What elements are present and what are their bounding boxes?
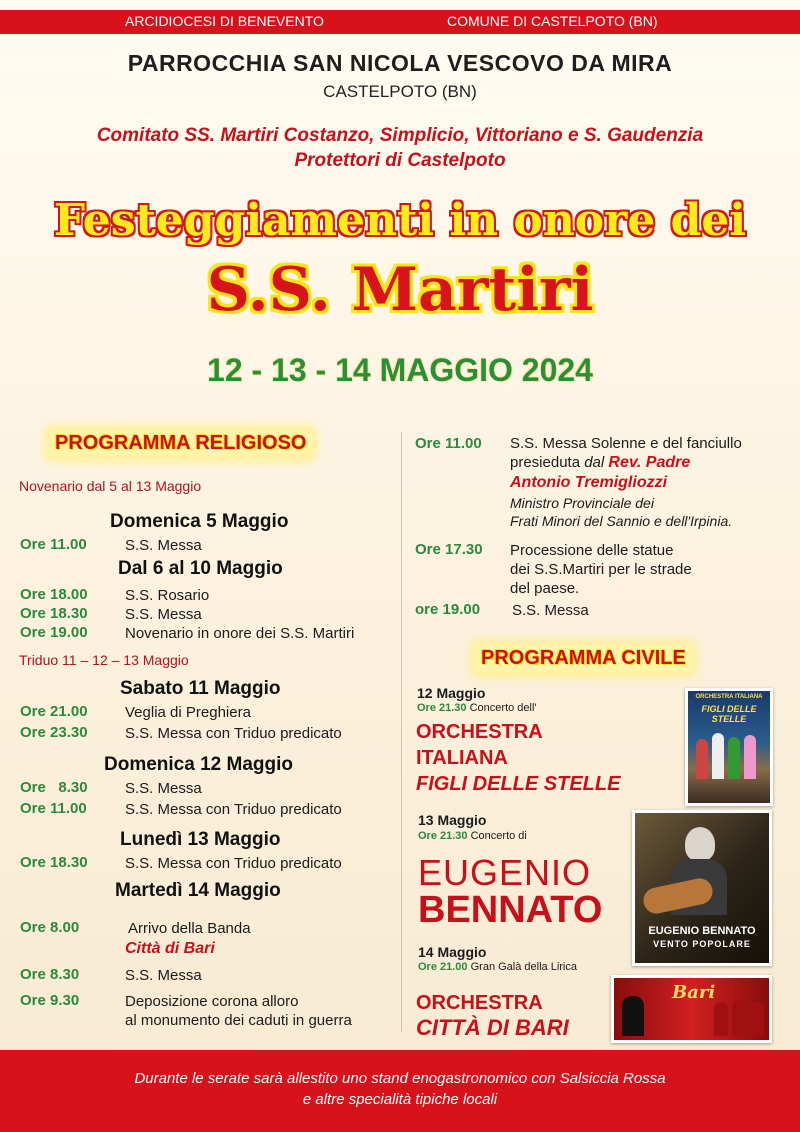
photo-eugenio-bennato: EUGENIO BENNATO VENTO POPOLARE — [632, 810, 772, 966]
concert-date: 14 Maggio — [418, 944, 487, 960]
performer-name: FIGLI DELLE STELLE — [416, 773, 621, 795]
triduo-note: Triduo 11 – 12 – 13 Maggio — [19, 652, 189, 668]
municipality-label: COMUNE DI CASTELPOTO (BN) — [447, 13, 658, 29]
time-label: Ore 11.00 — [20, 800, 87, 817]
time-label: Ore 18.30 — [20, 854, 88, 871]
time-label: Ore 21.00 — [20, 703, 88, 720]
event-description: Deposizione corona alloro — [125, 993, 299, 1010]
footer-note: Durante le serate sarà allestito uno stand enogastronomico con Salsiccia Rossa e altre specialità tipiche locali — [134, 1070, 666, 1108]
main-title-line-1: Festeggiamenti in onore dei — [53, 195, 747, 246]
time-label: Ore 18.30 — [20, 605, 88, 622]
town-name: CASTELPOTO (BN) — [323, 82, 477, 101]
time-label: Ore 23.30 — [20, 724, 88, 741]
day-heading-dom12: Domenica 12 Maggio — [104, 754, 293, 775]
time-label: Ore 9.30 — [20, 992, 80, 1009]
event-description: S.S. Rosario — [125, 587, 210, 604]
time-label: Ore 18.00 — [20, 586, 88, 603]
event-description: presieduta dal Rev. Padre — [510, 454, 691, 471]
committee-line-2: Protettori di Castelpoto — [294, 150, 506, 171]
day-heading-6-10: Dal 6 al 10 Maggio — [118, 558, 283, 579]
performer-name: ITALIANA — [416, 747, 508, 769]
orchestra-name: ORCHESTRA — [416, 992, 543, 1014]
celebrant-role: Frati Minori del Sannio e dell'Irpinia. — [510, 513, 733, 529]
time-label: Ore 11.00 — [415, 435, 482, 452]
event-description: S.S. Messa — [125, 537, 202, 554]
religious-program-heading: PROGRAMMA RELIGIOSO — [49, 430, 312, 457]
performer-name: ORCHESTRA — [416, 721, 543, 743]
event-description: dei S.S.Martiri per le strade — [510, 561, 692, 578]
committee-line-1: Comitato SS. Martiri Costanzo, Simplicio, Vittoriano e S. Gaudenzia — [96, 125, 704, 146]
poster-figli-delle-stelle: ORCHESTRA ITALIANA FIGLI DELLE STELLE — [685, 688, 773, 806]
parish-name: PARROCCHIA SAN NICOLA VESCOVO DA MIRA — [127, 50, 673, 76]
column-divider — [401, 432, 402, 1032]
time-label: Ore 19.00 — [20, 624, 88, 641]
concert-date: 12 Maggio — [417, 685, 486, 701]
time-label: Ore 8.00 — [20, 919, 80, 936]
concert-info: Ore 21.30 Concerto di — [418, 830, 527, 842]
event-description: S.S. Messa — [512, 602, 589, 619]
concert-date: 13 Maggio — [418, 812, 487, 828]
event-description: Arrivo della Banda — [128, 920, 251, 937]
time-label: Ore 11.00 — [20, 536, 87, 553]
concert-info: Ore 21.00 Gran Galà della Lirica — [418, 961, 577, 973]
concert-info: Ore 21.30 Concerto dell' — [417, 702, 537, 714]
event-description: S.S. Messa — [125, 780, 202, 797]
civil-program-heading: PROGRAMMA CIVILE — [475, 645, 692, 672]
band-name: Città di Bari — [125, 940, 215, 957]
day-heading-dom5: Domenica 5 Maggio — [110, 511, 289, 532]
event-description: Veglia di Preghiera — [125, 704, 251, 721]
event-description: al monumento dei caduti in guerra — [125, 1012, 352, 1029]
photo-orchestra-citta-di-bari: Bari — [611, 975, 772, 1043]
event-description: S.S. Messa con Triduo predicato — [125, 725, 342, 742]
event-description: Processione delle statue — [510, 542, 674, 559]
event-description: S.S. Messa con Triduo predicato — [125, 801, 342, 818]
day-heading-sab11: Sabato 11 Maggio — [120, 678, 281, 699]
event-description: S.S. Messa — [125, 606, 202, 623]
day-heading-lun13: Lunedì 13 Maggio — [120, 829, 281, 850]
performer-name: EUGENIO — [418, 852, 592, 893]
top-banner — [0, 10, 800, 34]
time-label: ore 19.00 — [415, 601, 481, 618]
event-description: Novenario in onore dei S.S. Martiri — [125, 625, 355, 642]
archdiocese-label: ARCIDIOCESI DI BENEVENTO — [125, 13, 324, 29]
performer-name: BENNATO — [418, 889, 603, 931]
time-label: Ore 17.30 — [415, 541, 483, 558]
main-title-line-2: S.S. Martiri — [206, 255, 594, 325]
day-heading-mar14: Martedì 14 Maggio — [115, 880, 281, 901]
event-description: S.S. Messa con Triduo predicato — [125, 855, 342, 872]
time-label: Ore 8.30 — [20, 779, 88, 796]
novenario-note: Novenario dal 5 al 13 Maggio — [19, 478, 202, 494]
time-label: Ore 8.30 — [20, 966, 80, 983]
orchestra-name: CITTÀ DI BARI — [416, 1015, 569, 1040]
event-dates: 12 - 13 - 14 MAGGIO 2024 — [207, 352, 593, 388]
celebrant-name: Antonio Tremigliozzi — [510, 474, 668, 491]
event-description: del paese. — [510, 580, 580, 597]
celebrant-role: Ministro Provinciale dei — [510, 495, 654, 511]
event-description: S.S. Messa Solenne e del fanciullo — [510, 435, 742, 452]
event-description: S.S. Messa — [125, 967, 202, 984]
footer-banner — [0, 1050, 800, 1132]
